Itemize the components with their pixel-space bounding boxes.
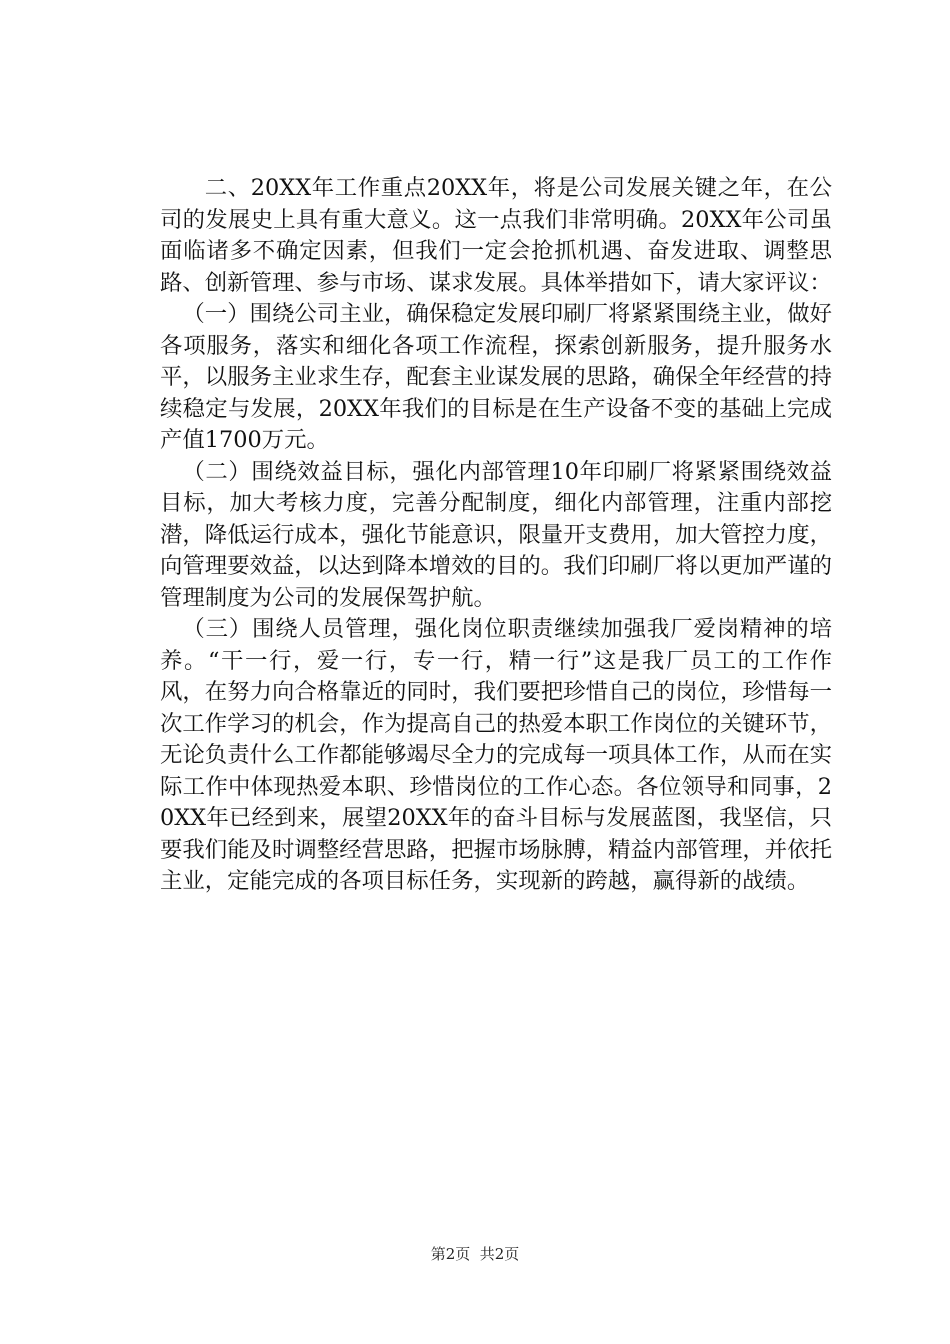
paragraph-main-business: （一）围绕公司主业，确保稳定发展印刷厂将紧紧围绕主业，做好各项服务，落实和细化各项工作流程，探索创新服务，提升服务水平，以服务主业求生存，配套主业谋发展的思路，确保全年经营的持续稳定与发展，20XX年我们的目标是在生产设备不变的基础上完成产值1700万元。	[160, 301, 832, 453]
document-body	[160, 173, 832, 898]
page-footer	[0, 1244, 950, 1264]
paragraph-work-focus: 二、20XX年工作重点20XX年，将是公司发展关键之年，在公司的发展史上具有重大意义。这一点我们非常明确。20XX年公司虽面临诸多不确定因素，但我们一定会抢抓机遇、奋发进取、调整思路、创新管理、参与市场、谋求发展。具体举措如下，请大家评议：	[160, 175, 832, 296]
paragraph-efficiency-goal: （二）围绕效益目标，强化内部管理10年印刷厂将紧紧围绕效益目标，加大考核力度，完善分配制度，细化内部管理，注重内部挖潜，降低运行成本，强化节能意识，限量开支费用，加大管控力度，向管理要效益，以达到降本增效的目的。我们印刷厂将以更加严谨的管理制度为公司的发展保驾护航。	[160, 458, 832, 611]
page-number: 第2页 共2页	[430, 1245, 520, 1263]
paragraph-personnel-management: （三）围绕人员管理，强化岗位职责继续加强我厂爱岗精神的培养。“干一行，爱一行，专一行，精一行”这是我厂员工的工作作风，在努力向合格靠近的同时，我们要把珍惜自己的岗位，珍惜每一次工作学习的机会，作为提高自己的热爱本职工作岗位的关键环节，无论负责什么工作都能够竭尽全力的完成每一项具体工作，从而在实际工作中体现热爱本职、珍惜岗位的工作心态。各位领导和同事，20XX年已经到来，展望20XX年的奋斗目标与发展蓝图，我坚信，只要我们能及时调整经营思路，把握市场脉膊，精益内部管理，并依托主业，定能完成的各项目标任务，实现新的跨越，赢得新的战绩。	[160, 616, 832, 894]
